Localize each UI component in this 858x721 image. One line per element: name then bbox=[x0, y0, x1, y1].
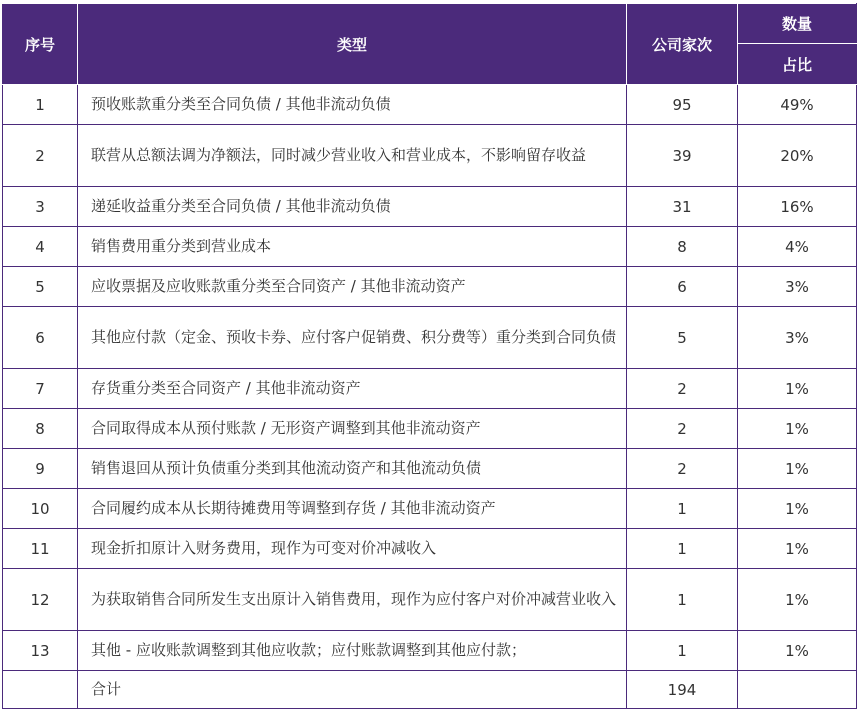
row-type: 其他应付款（定金、预收卡券、应付客户促销费、积分费等）重分类到合同负债 bbox=[78, 307, 627, 369]
row-type: 存货重分类至合同资产 / 其他非流动资产 bbox=[78, 369, 627, 409]
table-row bbox=[3, 125, 857, 187]
row-count: 39 bbox=[627, 125, 738, 187]
row-type: 现金折扣原计入财务费用，现作为可变对价冲减收入 bbox=[78, 529, 627, 569]
header-quantity: 数量 bbox=[738, 4, 857, 44]
row-seq: 1 bbox=[3, 85, 78, 125]
row-seq: 6 bbox=[3, 307, 78, 369]
row-count: 1 bbox=[627, 569, 738, 631]
row-count: 2 bbox=[627, 409, 738, 449]
total-seq-empty bbox=[3, 671, 78, 709]
row-count: 8 bbox=[627, 227, 738, 267]
row-seq: 2 bbox=[3, 125, 78, 187]
row-ratio: 1% bbox=[738, 529, 857, 569]
table-row bbox=[3, 529, 857, 569]
table-row bbox=[3, 489, 857, 529]
table-row bbox=[3, 449, 857, 489]
header-count: 公司家次 bbox=[627, 4, 738, 85]
table-header bbox=[3, 4, 857, 85]
row-ratio: 4% bbox=[738, 227, 857, 267]
row-type: 销售退回从预计负债重分类到其他流动资产和其他流动负债 bbox=[78, 449, 627, 489]
statistics-table bbox=[2, 3, 857, 709]
row-seq: 5 bbox=[3, 267, 78, 307]
header-type: 类型 bbox=[78, 4, 627, 85]
table-row bbox=[3, 369, 857, 409]
row-type: 其他 - 应收账款调整到其他应收款；应付账款调整到其他应付款； bbox=[78, 631, 627, 671]
row-ratio: 1% bbox=[738, 489, 857, 529]
table-row bbox=[3, 227, 857, 267]
table-body bbox=[3, 85, 857, 709]
row-ratio: 49% bbox=[738, 85, 857, 125]
row-type: 合同取得成本从预付账款 / 无形资产调整到其他非流动资产 bbox=[78, 409, 627, 449]
row-ratio: 3% bbox=[738, 267, 857, 307]
row-count: 1 bbox=[627, 489, 738, 529]
row-seq: 11 bbox=[3, 529, 78, 569]
table-row bbox=[3, 187, 857, 227]
total-count: 194 bbox=[627, 671, 738, 709]
row-ratio: 1% bbox=[738, 631, 857, 671]
row-count: 5 bbox=[627, 307, 738, 369]
row-seq: 4 bbox=[3, 227, 78, 267]
row-seq: 3 bbox=[3, 187, 78, 227]
row-seq: 7 bbox=[3, 369, 78, 409]
row-count: 2 bbox=[627, 449, 738, 489]
row-type: 销售费用重分类到营业成本 bbox=[78, 227, 627, 267]
row-type: 为获取销售合同所发生支出原计入销售费用，现作为应付客户对价冲减营业收入 bbox=[78, 569, 627, 631]
row-count: 31 bbox=[627, 187, 738, 227]
row-seq: 9 bbox=[3, 449, 78, 489]
table-row bbox=[3, 631, 857, 671]
row-type: 应收票据及应收账款重分类至合同资产 / 其他非流动资产 bbox=[78, 267, 627, 307]
table-row bbox=[3, 569, 857, 631]
row-ratio: 1% bbox=[738, 449, 857, 489]
row-count: 1 bbox=[627, 631, 738, 671]
row-seq: 12 bbox=[3, 569, 78, 631]
row-ratio: 1% bbox=[738, 369, 857, 409]
row-seq: 10 bbox=[3, 489, 78, 529]
total-label: 合计 bbox=[78, 671, 627, 709]
row-ratio: 1% bbox=[738, 569, 857, 631]
total-ratio-empty bbox=[738, 671, 857, 709]
row-count: 1 bbox=[627, 529, 738, 569]
row-ratio: 3% bbox=[738, 307, 857, 369]
row-count: 6 bbox=[627, 267, 738, 307]
row-type: 递延收益重分类至合同负债 / 其他非流动负债 bbox=[78, 187, 627, 227]
table-row bbox=[3, 307, 857, 369]
row-ratio: 16% bbox=[738, 187, 857, 227]
row-count: 95 bbox=[627, 85, 738, 125]
row-type: 预收账款重分类至合同负债 / 其他非流动负债 bbox=[78, 85, 627, 125]
row-type: 联营从总额法调为净额法，同时减少营业收入和营业成本，不影响留存收益 bbox=[78, 125, 627, 187]
table-row bbox=[3, 85, 857, 125]
header-ratio: 占比 bbox=[738, 44, 857, 85]
header-seq: 序号 bbox=[3, 4, 78, 85]
row-count: 2 bbox=[627, 369, 738, 409]
row-seq: 8 bbox=[3, 409, 78, 449]
table-row bbox=[3, 267, 857, 307]
row-seq: 13 bbox=[3, 631, 78, 671]
row-ratio: 20% bbox=[738, 125, 857, 187]
total-row bbox=[3, 671, 857, 709]
row-type: 合同履约成本从长期待摊费用等调整到存货 / 其他非流动资产 bbox=[78, 489, 627, 529]
table-row bbox=[3, 409, 857, 449]
row-ratio: 1% bbox=[738, 409, 857, 449]
